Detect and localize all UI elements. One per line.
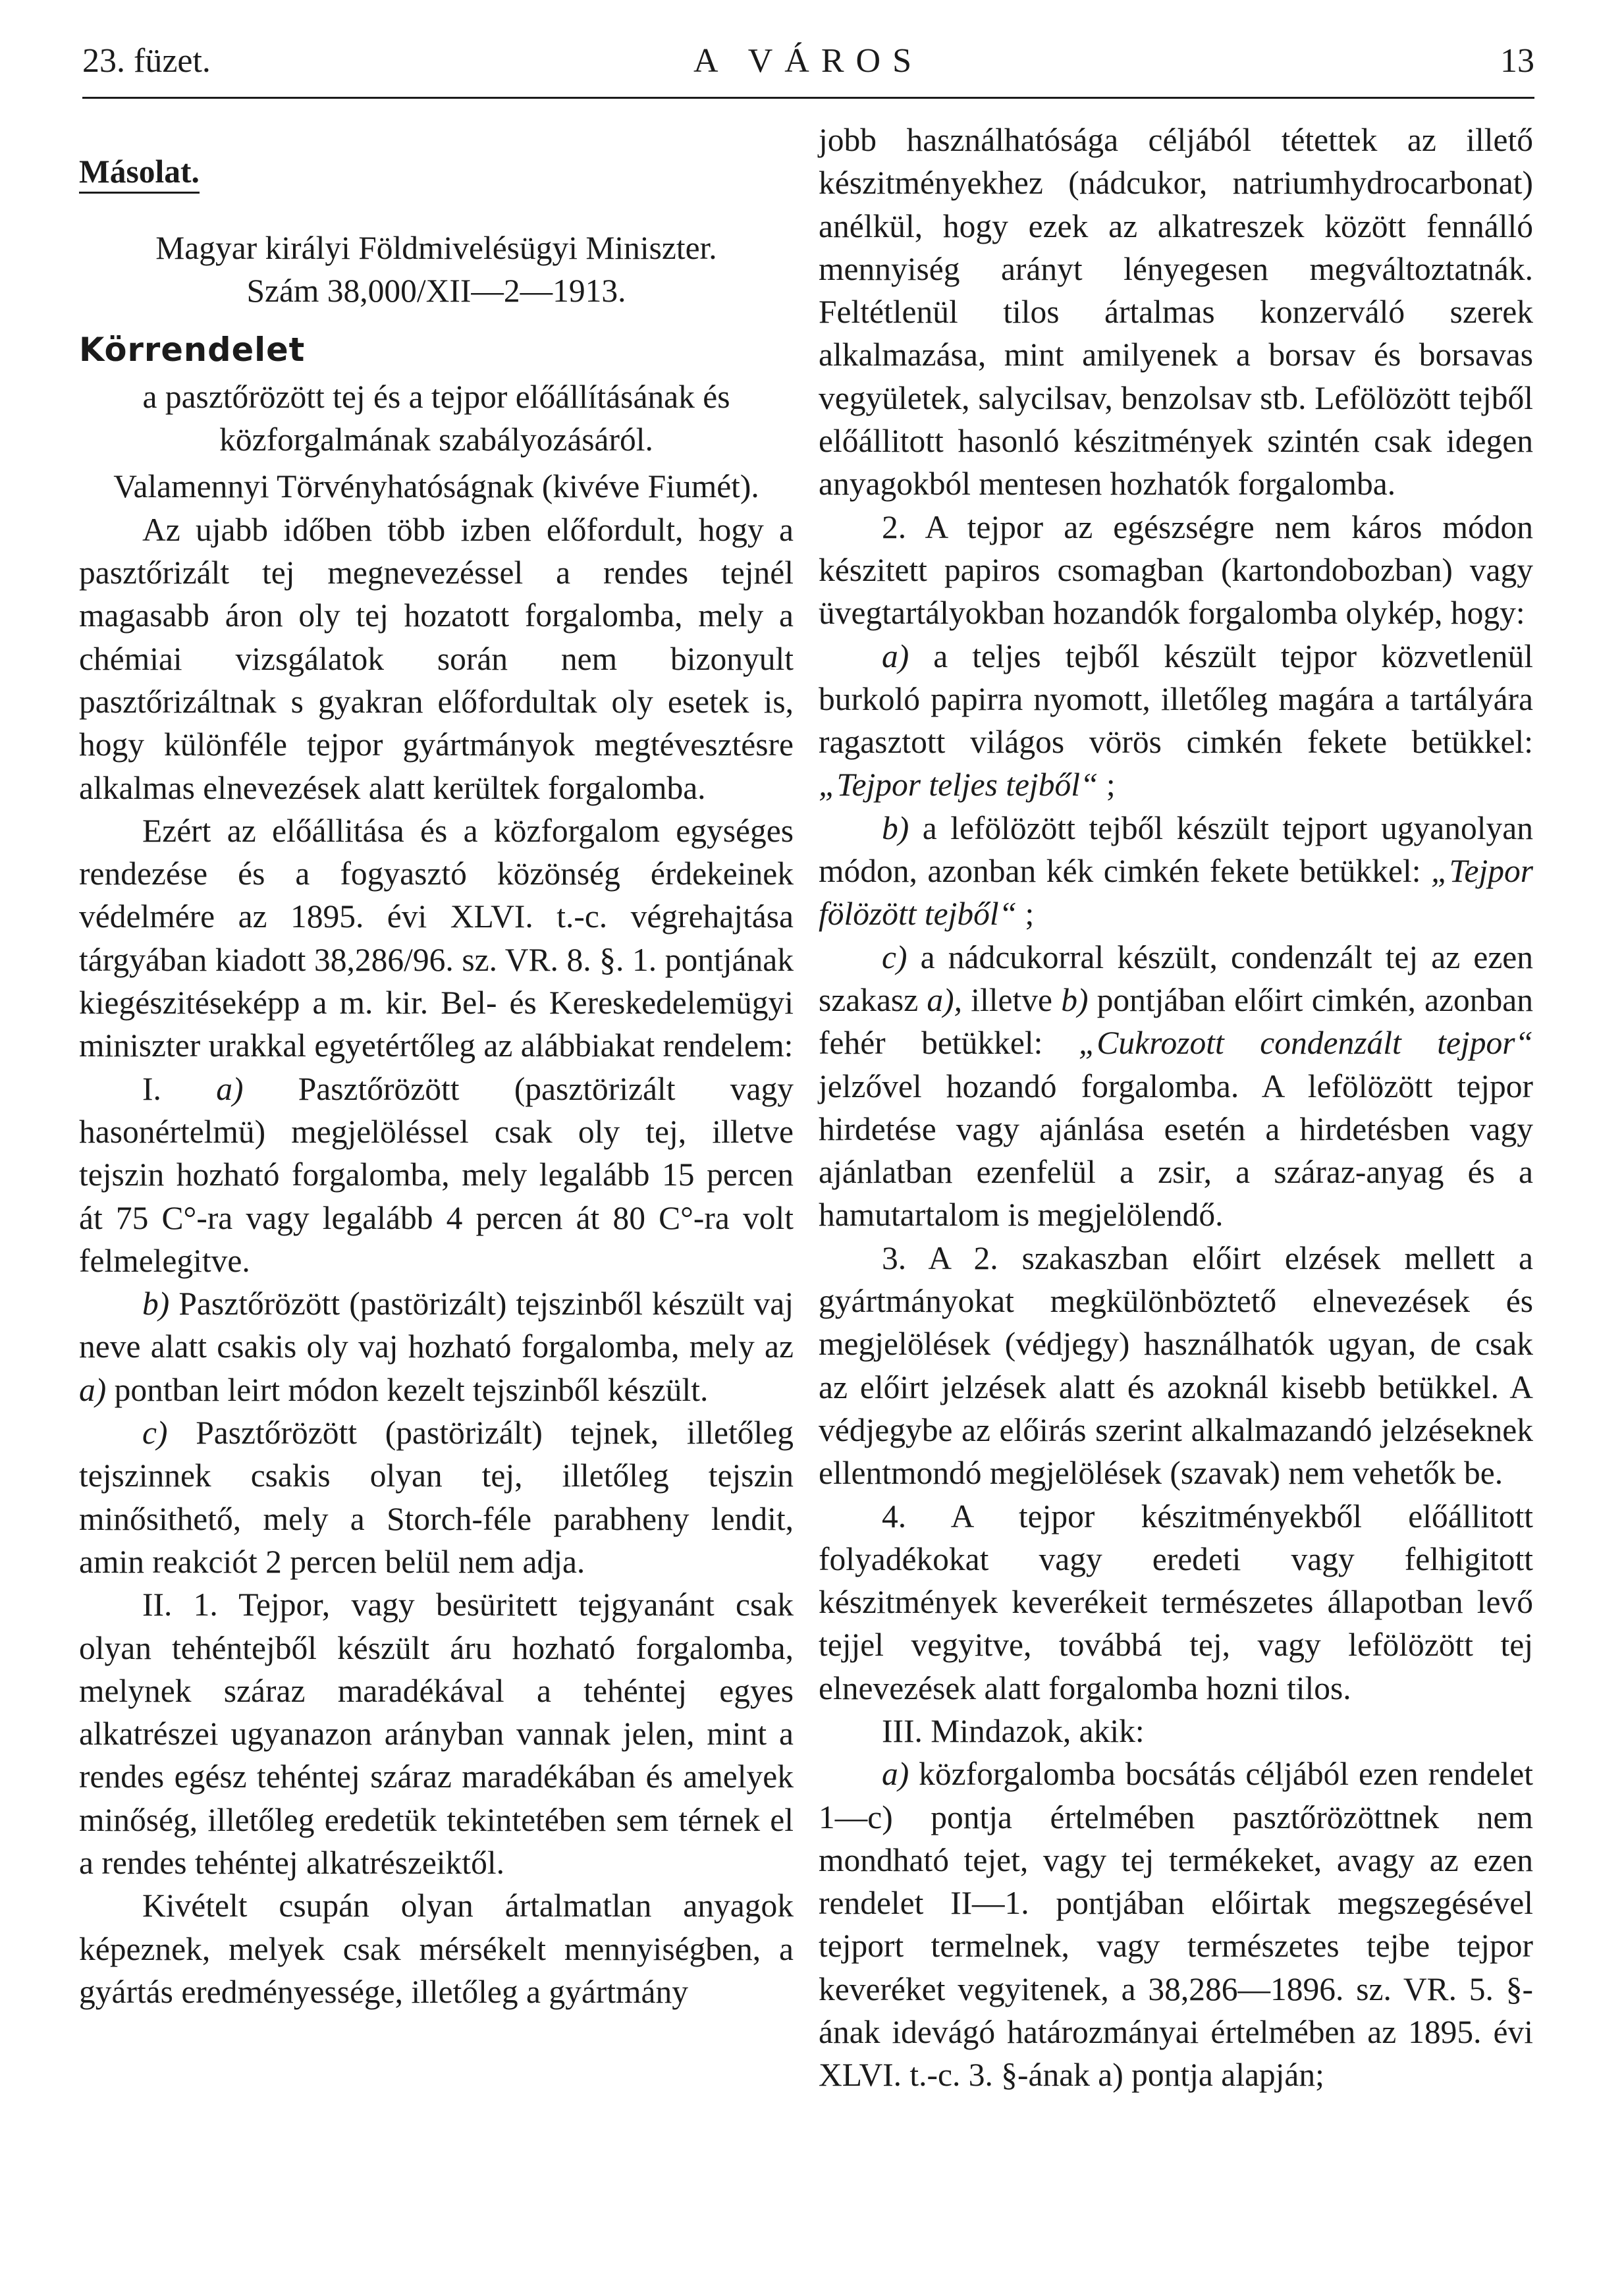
item-2-b: b) a lefölözött tejből készült tejport ugyanolyan módon, azonban kék cimkén fekete betükkel: „Tejpor fölözött tejből“ ; xyxy=(819,809,1534,933)
item-4: 4. A tejpor készitményekből előállitott folyadékokat vagy eredeti vagy felhigitott készitmények keverékeit természetes állapotban levő tejjel vegyitve, továbbá tej, vagy lefölözött tej elnevezések alatt forgalomba hozni tilos. xyxy=(819,1498,1533,1706)
document-title: Körrendelet xyxy=(79,330,306,369)
page-number: 13 xyxy=(1500,42,1534,80)
ministry-name: Magyar királyi Földmivelésügyi Miniszter. xyxy=(155,230,717,266)
paragraph-decree: Ezért az előállitása és a közforgalom egységes rendezése és a fogyasztó közönség érdekeinek védelmére az 1895. évi XLVI. t.-c. végrehajtása tárgyában kiadott 38,286/96. sz. VR. 8. §. 1. pontjának kiegészitéseképp a m. kir. Bel- és Kereskedelemügyi miniszter urakkal egyetértőleg az alábbiakat rendelem: xyxy=(79,812,794,1064)
item-III: III. Mindazok, akik: xyxy=(882,1712,1145,1749)
item-I-a: I. a) Pasztőrözött (pasztörizált vagy hasonértelmü) megjelöléssel csak oly tej, illetve tejszin hozható forgalomba, mely legalább 15 percen át 75 C°-ra vagy legalább 4 percen át 80 C°-ra volt felmelegitve. xyxy=(79,1070,794,1279)
issue-number: 23. füzet. xyxy=(82,42,211,80)
document-number: Szám 38,000/XII—2—1913. xyxy=(246,273,626,310)
running-header xyxy=(82,36,1534,99)
item-2-a: a) a teljes tejből készült tejpor közvetlenül burkoló papirra nyomott, illetőleg magára a tartályára ragasztott világos vörös cimkén fekete betükkel: „Tejpor teljes tejből“ ; xyxy=(819,637,1533,803)
left-column xyxy=(79,119,794,2013)
paragraph-continuation: jobb használhatósága céljából tétettek az illető készitményekhez (nádcukor, natriumhydrocarbonat) anélkül, hogy ezek az alkatreszek között fennálló mennyiség arányt lényegesen megváltoztatnák. Feltétlenül tilos ártalmas konzerváló szerek alkalmazása, mint amilyenek a borsav és borsavas vegyületek, salycilsav, benzolsav stb. Lefölözött tejből előállitott hasonló készitmények szintén csak idegen anyagokból mentesen hozhatók forgalomba. xyxy=(819,122,1533,502)
item-3: 3. A 2. szakaszban előirt elzések mellett a gyártmányokat megkülönböztető elnevezések és megjelölések (védjegy) használhatók ugyan, de csak az előirt jelzések alatt és azoknál kisebb betükkel. A védjegybe az előirás szerint alkalmazandó jelzéseknek ellentmondó megjelölések (szavak) nem vehetők be. xyxy=(819,1239,1533,1492)
item-2: 2. A tejpor az egészségre nem káros módon készitett papiros csomagban (kartondobozban) vagy üvegtartályokban hozandók forgalomba olykép, hogy: xyxy=(819,508,1533,632)
item-I-b: b) Pasztőrözött (pastörizált) tejszinből készült vaj neve alatt csakis oly vaj hozható forgalomba, mely az a) pontban leirt módon kezelt tejszinből készült. xyxy=(79,1286,794,1408)
right-column xyxy=(819,119,1533,2097)
journal-title: A VÁROS xyxy=(693,42,923,80)
item-I-c: c) Pasztőrözött (pastörizált) tejnek, illetőleg tejszinnek csakis olyan tej, illetőleg tejszin minősithető, mely a Storch-féle parabheny lendit, amin reakciót 2 percen belül nem adja. xyxy=(79,1415,794,1580)
paragraph-intro: Az ujabb időben több izben előfordult, hogy a pasztőrizált tej megnevezéssel a rendes tejnél magasabb áron oly tej hozatott forgalomba, mely a chémiai vizsgálatok során nem bizonyult pasztőrizáltnak s gyakran előfordultak oly esetek is, hogy különféle tejpor gyártmányok megtévesztésre alkalmas elnevezések alatt kerültek forgalomba. xyxy=(79,511,794,806)
item-2-c: c) a nádcukorral készült, condenzált tej az ezen szakasz a), illetve b) pontjában előirt cimkén, azonban fehér betükkel: „Cukrozott condenzált tejpor“ jelzővel hozandó forgalomba. A lefölözött tejpor hirdetése vagy ajánlása esetén a hirdetésben vagy ajánlatban ezenfelül a zsir, a száraz-anyag és a hamutartalom is megjelölendő. xyxy=(819,938,1534,1234)
item-II-1: II. 1. Tejpor, vagy besüritett tejgyanánt csak olyan tehéntejből készült áru hozható forgalomba, melynek száraz maradékával a tehéntej egyes alkatrészei ugyanazon arányban vannak jelen, mint a rendes egész tehéntej száraz maradékában és amelyek minőség, illetőleg eredetük tekintetében sem térnek el a rendes tehéntej alkatrészeiktől. xyxy=(79,1586,794,1881)
paragraph-exception: Kivételt csupán olyan ártalmatlan anyagok képeznek, melyek csak mérsékelt mennyiségben, a gyártás eredményessége, illetőleg a gyártmány xyxy=(79,1887,794,2010)
item-III-a: a) közforgalomba bocsátás céljából ezen rendelet 1—c) pontja értelmében pasztőrözöttnek nem mondható tejet, vagy tej termékeket, avagy az ezen rendelet II—1. pontjában előirtak megszegésével tejport termelnek, vagy természetes tejbe tejpor keveréket vegyitenek, a 38,286—1896. sz. VR. 5. §-ának idevágó határozmányai értelmében az 1895. évi XLVI. t.-c. 3. §-ának a) pontja alapján; xyxy=(819,1756,1533,2094)
document-subtitle: a pasztőrözött tej és a tejpor előállításának és közforgalmának szabályozásáról. xyxy=(142,378,730,458)
addressee: Valamennyi Törvényhatóságnak (kivéve Fiumét). xyxy=(113,468,759,505)
copy-label: Másolat. xyxy=(79,150,794,194)
